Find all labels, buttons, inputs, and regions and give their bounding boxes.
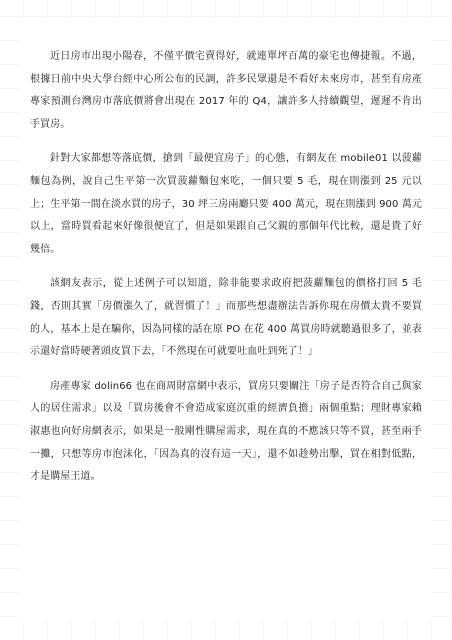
paragraph: 近日房市出現小陽春，不僅平價宅賣得好，就連單坪百萬的豪宅也傳捷報。不過，根據日前中央大學台經中心所公布的民調，許多民眾還是不看好未來房市，甚至有房產專家預測台灣房市落底價將會出現在 2017 年的 Q4，讓許多人持續觀望，遲遲不肯出手買房。 — [30, 51, 422, 130]
paragraph: 該網友表示，從上述例子可以知道，除非能要求政府把菠蘿麵包的價格打回 5 毛錢，否則其實「房價漲久了，就習慣了！」而那些想盡辦法告訴你現在房價太貴不要買的人，基本上是在騙你，因為同樣的話在原 PO 在花 400 萬買房時就聽過很多了，並表示還好當時硬著頭皮買下去，「不然現在可就要吐血吐到死了！」 — [30, 278, 422, 358]
paragraph: 房產專家 dolin66 也在商周財富網中表示，買房只要關注「房子是否符合自己與家人的居住需求」以及「買房後會不會造成家庭沉重的經濟負擔」兩個重點；理財專家賴淑惠也向好房網表示，如果是一般剛性購屋需求，現在真的不應該只等不買，甚至兩手一攤，只想等房市泡沫化，「因為真的沒有這一天」，還不如趁勢出擊，買在相對低點，才是購屋王道。 — [30, 380, 422, 483]
article-body — [30, 46, 422, 501]
paragraph: 針對大家都想等落底價，搶到「最便宜房子」的心態，有網友在 mobile01 以菠蘿麵包為例，說自己生平第一次買菠蘿麵包來吃，一個只要 5 毛，現在則漲到 25 元以上；生平第一間在淡水買的房子，30 坪三房兩廳只要 400 萬元，現在則漲到 900 萬元以上，當時買看起來好像很便宜了，但是如果跟自己父親的那個年代比較，還是貴了好幾倍。 — [30, 153, 422, 255]
